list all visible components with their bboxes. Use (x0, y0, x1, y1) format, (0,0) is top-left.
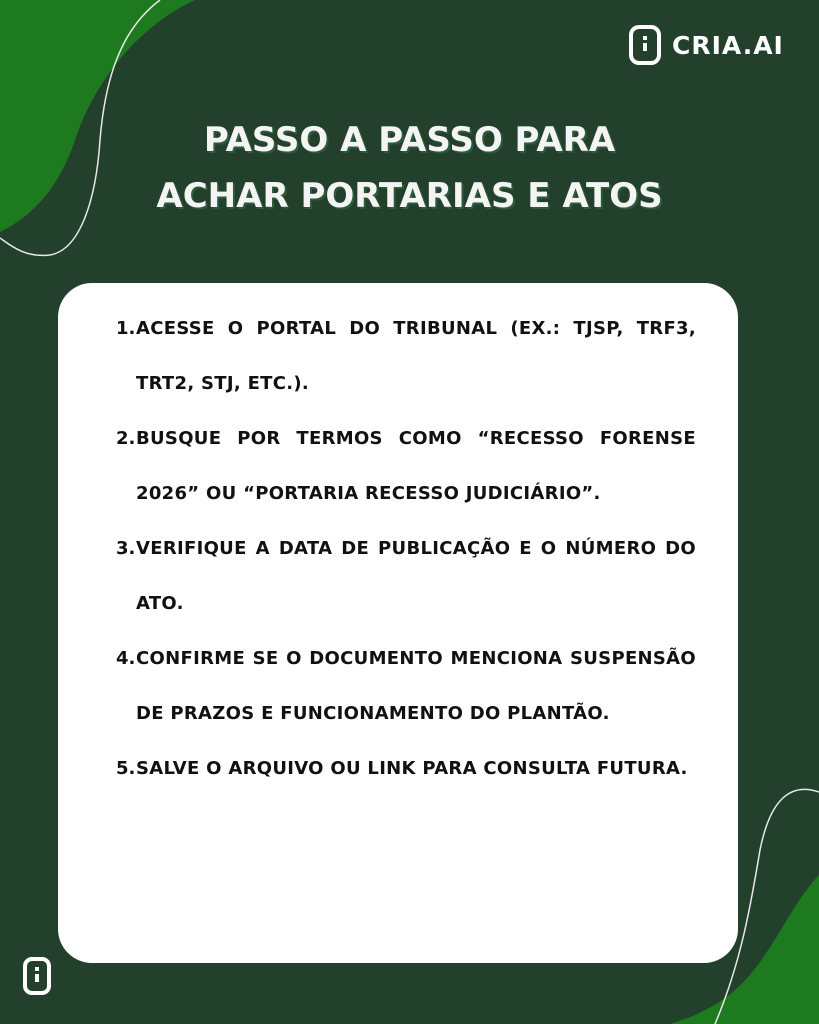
title-line-1: PASSO A PASSO PARA (203, 120, 616, 160)
step-item-1 (116, 301, 696, 411)
step-text: BUSQUE POR TERMOS COMO “RECESSO FORENSE 2026” OU “PORTARIA RECESSO JUDICIÁRIO”. (136, 428, 696, 504)
phone-frame-icon (22, 956, 52, 996)
phone-frame-icon (628, 24, 662, 66)
step-number: 3. (116, 538, 136, 559)
title-line-2: ACHAR PORTARIAS E ATOS (156, 176, 663, 216)
step-number: 2. (116, 428, 136, 449)
page-title (0, 112, 819, 224)
step-text: ACESSE O PORTAL DO TRIBUNAL (EX.: TJSP, TRF3, TRT2, STJ, ETC.). (136, 318, 696, 394)
step-number: 4. (116, 648, 136, 669)
bottom-brand-mark (22, 956, 52, 1000)
step-item-2 (116, 411, 696, 521)
step-item-4 (116, 631, 696, 741)
steps-list (116, 301, 696, 796)
step-text: SALVE O ARQUIVO OU LINK PARA CONSULTA FUTURA. (136, 758, 688, 779)
step-number: 1. (116, 318, 136, 339)
step-number: 5. (116, 758, 136, 779)
steps-card (58, 283, 738, 963)
brand-logo (628, 24, 784, 66)
brand-name: CRIA.AI (672, 30, 784, 60)
step-text: VERIFIQUE A DATA DE PUBLICAÇÃO E O NÚMERO DO ATO. (136, 538, 696, 614)
step-item-3 (116, 521, 696, 631)
step-item-5 (116, 741, 696, 796)
step-text: CONFIRME SE O DOCUMENTO MENCIONA SUSPENSÃO DE PRAZOS E FUNCIONAMENTO DO PLANTÃO. (136, 648, 696, 724)
